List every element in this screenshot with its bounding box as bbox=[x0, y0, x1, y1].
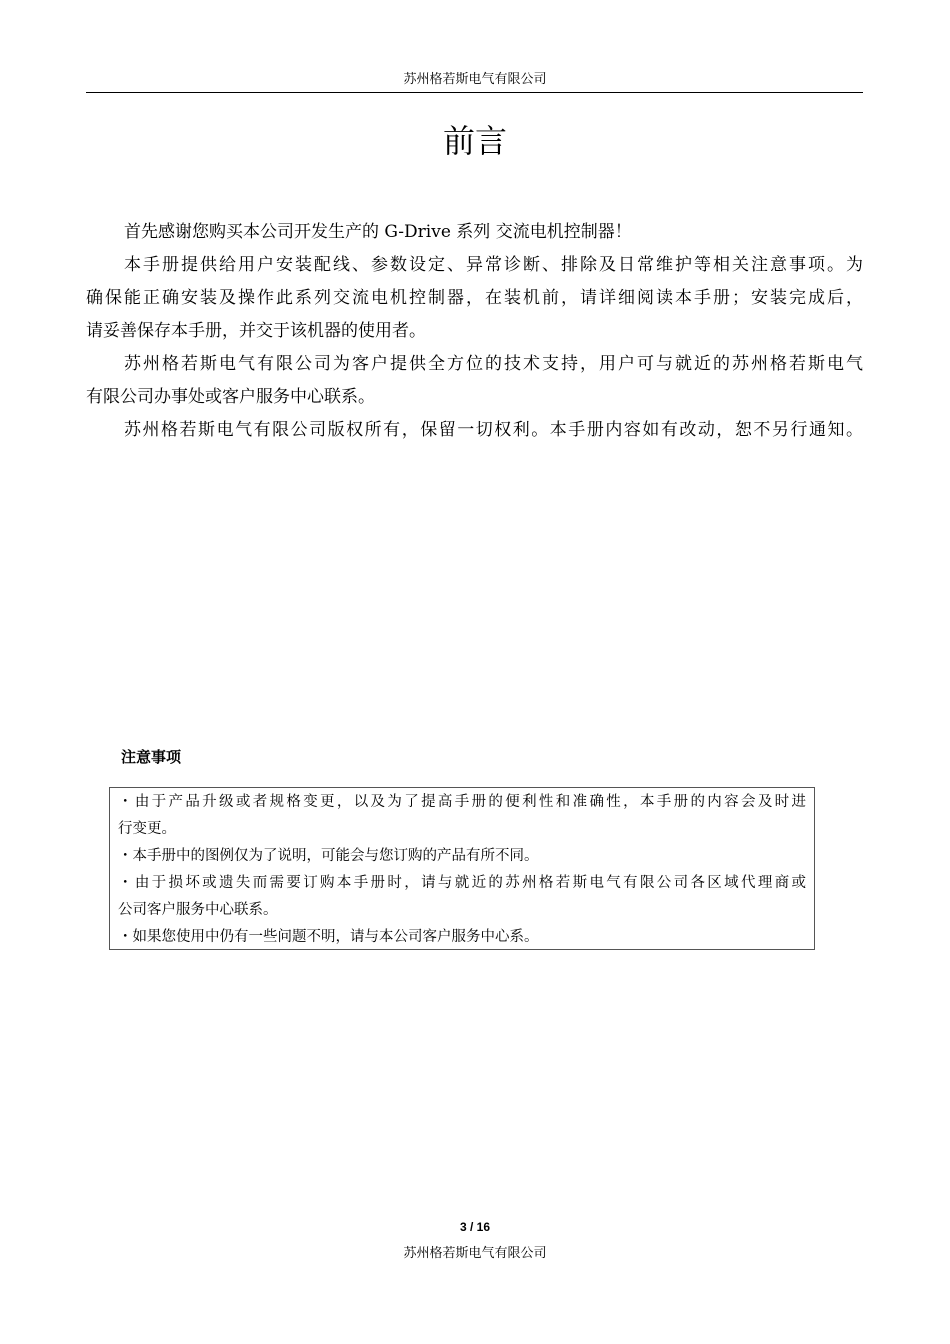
notice-line: ・如果您使用中仍有一些问题不明，请与本公司客户服务中心系。 bbox=[118, 929, 539, 945]
notice-line: 行变更。 bbox=[118, 821, 176, 837]
paragraph-line: 本手册提供给用户安装配线、参数设定、异常诊断、排除及日常维护等相关注意事项。为 bbox=[124, 255, 863, 275]
page-title: 前言 bbox=[442, 122, 507, 160]
page-number: 3 / 16 bbox=[459, 1220, 491, 1234]
page-header: 苏州格若斯电气有限公司 bbox=[403, 72, 547, 87]
paragraph-line: 苏州格若斯电气有限公司版权所有，保留一切权利。本手册内容如有改动，恕不另行通知。 bbox=[124, 420, 863, 440]
notice-title: 注意事项 bbox=[121, 748, 182, 766]
paragraph-line: 确保能正确安装及操作此系列交流电机控制器，在装机前，请详细阅读本手册；安装完成后， bbox=[86, 288, 863, 308]
paragraph-line: 首先感谢您购买本公司开发生产的 G-Drive 系列 交流电机控制器！ bbox=[124, 222, 632, 242]
page-footer: 苏州格若斯电气有限公司 bbox=[403, 1246, 547, 1261]
notice-line: 公司客户服务中心联系。 bbox=[118, 902, 278, 918]
paragraph-line: 有限公司办事处或客户服务中心联系。 bbox=[86, 387, 375, 407]
paragraph-line: 苏州格若斯电气有限公司为客户提供全方位的技术支持，用户可与就近的苏州格若斯电气 bbox=[124, 354, 863, 374]
notice-line: ・由于损坏或遗失而需要订购本手册时，请与就近的苏州格若斯电气有限公司各区域代理商或 bbox=[118, 875, 806, 891]
notice-line: ・本手册中的图例仅为了说明，可能会与您订购的产品有所不同。 bbox=[118, 848, 539, 864]
header-divider bbox=[86, 92, 863, 93]
paragraph-line: 请妥善保存本手册，并交于该机器的使用者。 bbox=[86, 321, 426, 341]
notice-line: ・由于产品升级或者规格变更，以及为了提高手册的便利性和准确性，本手册的内容会及时进 bbox=[118, 794, 806, 810]
preface-body bbox=[86, 216, 863, 447]
notice-box bbox=[109, 787, 815, 950]
